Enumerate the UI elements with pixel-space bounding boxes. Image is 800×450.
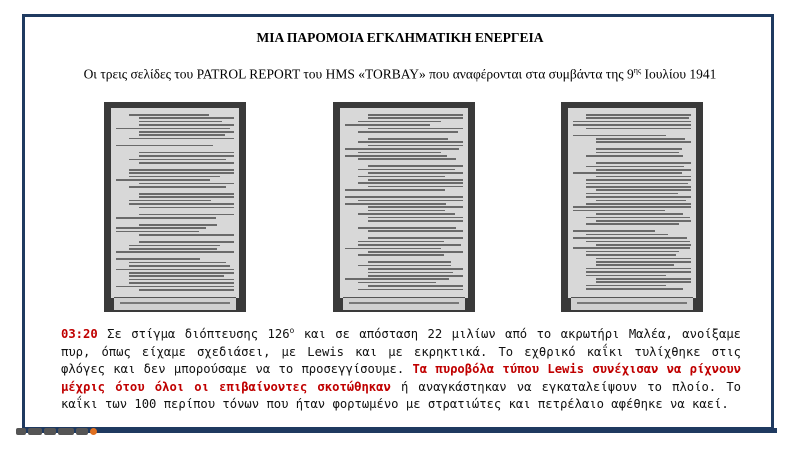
typed-line — [116, 231, 199, 233]
typed-line — [368, 237, 463, 239]
subtitle-superscript: ης — [633, 66, 642, 75]
typed-line — [129, 186, 226, 188]
typed-line — [586, 128, 691, 130]
typed-line — [586, 268, 691, 270]
typed-line — [586, 217, 690, 219]
typed-line — [129, 203, 234, 205]
typed-line — [139, 214, 234, 216]
typed-line — [573, 237, 687, 239]
typed-line — [368, 128, 463, 130]
typed-line — [586, 114, 691, 116]
typed-line — [358, 265, 451, 267]
typed-line — [139, 155, 234, 157]
typed-line — [573, 247, 690, 249]
typed-line — [358, 213, 456, 215]
typed-line — [368, 217, 463, 219]
typed-line — [139, 241, 234, 243]
typed-line — [596, 189, 691, 191]
typed-line — [596, 141, 691, 143]
typed-line — [368, 114, 463, 116]
typed-line — [358, 131, 458, 133]
typed-line — [586, 251, 679, 253]
typed-line — [596, 162, 691, 164]
typed-line — [596, 176, 691, 178]
typed-line — [586, 285, 666, 287]
typed-line — [358, 182, 463, 184]
typed-line — [596, 148, 682, 150]
typed-line — [586, 241, 690, 243]
frame-bottom-bar — [22, 428, 777, 433]
typed-line — [116, 179, 210, 181]
typed-line — [129, 282, 234, 284]
typed-line — [368, 230, 463, 232]
typed-line — [596, 200, 686, 202]
typed-line — [345, 189, 445, 191]
logo-mark — [58, 428, 74, 435]
typed-line — [116, 128, 230, 130]
typed-line — [129, 114, 209, 116]
typed-line — [586, 254, 676, 256]
typed-line — [368, 275, 463, 277]
subtitle-text: Οι τρεις σελίδες του PATROL REPORT του HMS «TORBAY» που αναφέρονται στα συμβάντα της 9 — [83, 66, 634, 82]
typed-line — [573, 172, 682, 174]
typed-line — [573, 210, 664, 212]
typed-line — [596, 152, 679, 154]
typed-line — [368, 138, 448, 140]
typed-line — [139, 152, 234, 154]
archive-stamp — [114, 297, 236, 310]
typed-line — [368, 220, 463, 222]
archive-stamp — [343, 297, 465, 310]
typed-line — [116, 217, 216, 219]
typed-line — [586, 117, 689, 119]
typed-line — [139, 124, 234, 126]
typed-line — [573, 206, 691, 208]
typed-line — [129, 275, 225, 277]
typed-line — [139, 121, 222, 123]
patrol-report-page-1 — [104, 102, 246, 312]
patrol-report-page-2 — [333, 102, 475, 312]
archive-stamp — [571, 297, 693, 310]
typed-line — [129, 265, 230, 267]
degree-superscript: ο — [289, 326, 295, 335]
typed-line — [586, 271, 691, 273]
logo-mark — [28, 428, 42, 435]
logo-mark — [90, 428, 97, 435]
typed-line — [596, 220, 691, 222]
slide-subtitle — [0, 66, 800, 83]
typed-line — [358, 141, 463, 143]
typed-line — [139, 162, 234, 164]
typed-line — [368, 210, 445, 212]
typed-line — [368, 186, 463, 188]
typed-line — [368, 179, 463, 181]
typed-line — [586, 179, 691, 181]
typed-line — [139, 196, 234, 198]
document-scan — [568, 108, 696, 298]
typed-line — [586, 275, 666, 277]
typed-line — [596, 169, 691, 171]
typed-line — [596, 213, 683, 215]
typed-line — [139, 134, 225, 136]
typed-line — [586, 288, 683, 290]
logo-mark — [16, 428, 26, 435]
typed-line — [596, 244, 691, 246]
typed-line — [345, 203, 446, 205]
typed-line — [129, 159, 226, 161]
typed-line — [586, 203, 691, 205]
typed-line — [129, 272, 234, 274]
footer-logos — [16, 426, 108, 436]
typed-line — [358, 200, 463, 202]
document-scan — [340, 108, 468, 298]
typed-line — [345, 124, 430, 126]
typed-line — [139, 183, 234, 185]
typed-line — [573, 135, 666, 137]
typed-line — [116, 145, 213, 147]
typed-line — [358, 176, 445, 178]
typed-line — [129, 172, 234, 174]
typed-line — [116, 258, 200, 260]
typed-line — [116, 227, 205, 229]
typed-line — [368, 251, 463, 253]
logo-mark — [76, 428, 88, 435]
typed-line — [139, 117, 234, 119]
typed-line — [129, 169, 234, 171]
typed-line — [358, 152, 441, 154]
slide-title: ΜΙΑ ΠΑΡΟΜΟΙΑ ΕΓΚΛΗΜΑΤΙΚΗ ΕΝΕΡΓΕΙΑ — [256, 30, 544, 45]
excerpt-part-3: ή αναγκάστηκαν να εγκαταλείψουν το πλοίο. Το καΐκι των 100 περίπου τόνων που ήταν φορτωμένο με στρατιώτες και πετρέλαιο αφέθηκε να καεί. — [61, 379, 742, 412]
typed-line — [573, 121, 691, 123]
typed-line — [596, 258, 691, 260]
typed-line — [358, 244, 461, 246]
typed-line — [116, 286, 234, 288]
typed-line — [129, 279, 234, 281]
typed-line — [368, 145, 463, 147]
typed-line — [586, 234, 668, 236]
typed-line — [368, 285, 463, 287]
typed-line — [358, 158, 456, 160]
typed-line — [368, 272, 453, 274]
typed-line — [586, 155, 683, 157]
typed-line — [586, 183, 688, 185]
typed-line — [586, 166, 684, 168]
typed-line — [368, 165, 463, 167]
typed-line — [368, 117, 463, 119]
typed-line — [116, 269, 234, 271]
typed-line — [358, 254, 444, 256]
typed-line — [139, 207, 234, 209]
typed-line — [116, 251, 234, 253]
typed-line — [586, 193, 678, 195]
typed-line — [358, 121, 441, 123]
excerpt-part-2: και σε απόσταση 22 μιλίων από το ακρωτήρι Μαλέα, ανοίξαμε πυρ, όπως είχαμε σχεδιάσει, με Lewis και με εκρηκτικά. Το εχθρικό καΐκι τυλίχθηκε στις φλόγες και δεν μπορούσαμε να το προσεγγίσουμε. — [61, 327, 741, 377]
typed-line — [139, 224, 217, 226]
excerpt-highlight: Τα πυροβόλα τύπου Lewis συνέχισαν να ρίχνουν μέχρις ότου όλοι οι επιβαίνοντες σκοτώθηκαν — [61, 362, 741, 394]
typed-line — [596, 261, 691, 263]
typed-line — [129, 200, 211, 202]
logo-mark — [44, 428, 56, 435]
patrol-report-page-3 — [561, 102, 703, 312]
typed-line — [368, 206, 463, 208]
event-time: 03:20 — [61, 327, 98, 342]
typed-line — [129, 248, 217, 250]
report-excerpt — [61, 322, 741, 414]
typed-line — [139, 234, 234, 236]
typed-line — [129, 245, 221, 247]
typed-line — [345, 196, 463, 198]
typed-line — [358, 289, 463, 291]
typed-line — [586, 223, 679, 225]
typed-line — [139, 131, 234, 133]
typed-line — [139, 289, 234, 291]
typed-line — [129, 262, 226, 264]
typed-line — [345, 148, 459, 150]
typed-line — [586, 196, 691, 198]
typed-line — [358, 241, 444, 243]
typed-line — [368, 268, 463, 270]
typed-line — [596, 264, 674, 266]
typed-line — [596, 278, 691, 280]
typed-line — [596, 281, 691, 283]
typed-line — [345, 278, 449, 280]
typed-line — [368, 172, 463, 174]
typed-line — [139, 193, 234, 195]
typed-line — [368, 261, 451, 263]
typed-line — [129, 176, 220, 178]
typed-line — [129, 138, 234, 140]
typed-line — [358, 282, 436, 284]
typed-line — [345, 155, 447, 157]
excerpt-part-1: Σε στίγμα διόπτευσης 126 — [97, 327, 290, 342]
typed-line — [358, 169, 455, 171]
typed-line — [596, 138, 685, 140]
typed-line — [573, 124, 691, 126]
subtitle-date: Ιουλίου 1941 — [641, 66, 717, 82]
typed-line — [573, 230, 655, 232]
typed-line — [586, 186, 691, 188]
typed-line — [358, 227, 456, 229]
document-scan — [111, 108, 239, 298]
typed-line — [345, 248, 441, 250]
